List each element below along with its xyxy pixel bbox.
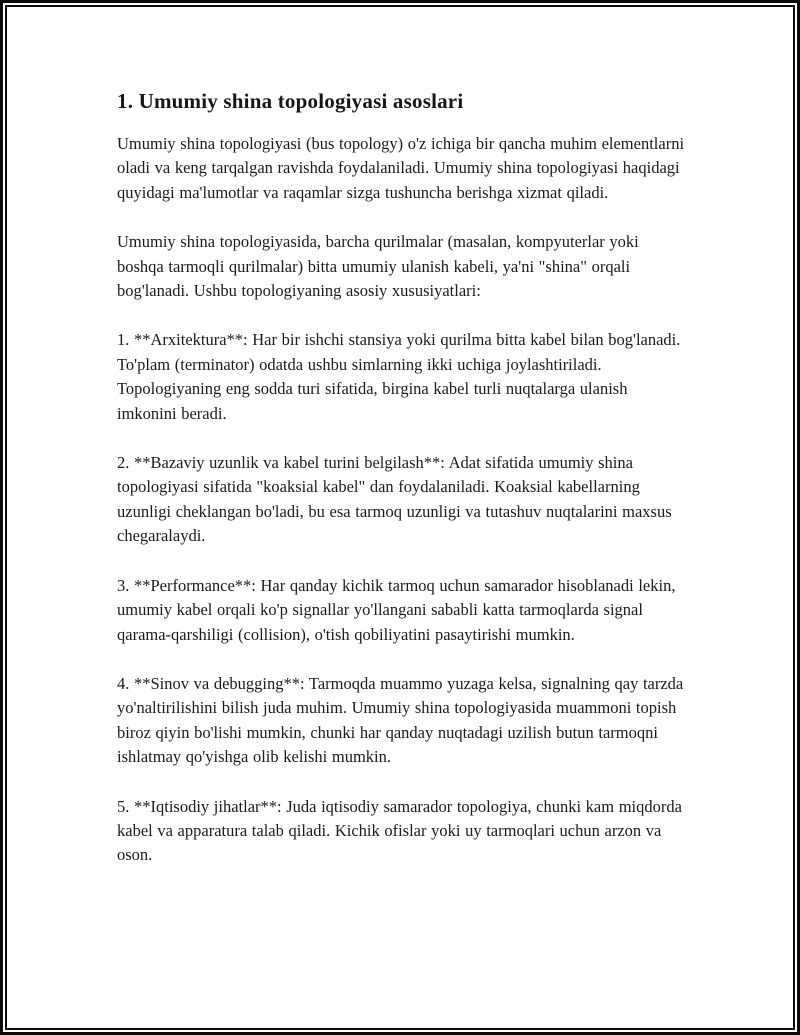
paragraph-item-bazaviy-uzunlik: 2. **Bazaviy uzunlik va kabel turini belgilash**: Adat sifatida umumiy shina topologiyasi sifatida "koaksial kabel" dan foydalaniladi. Koaksial kabellarning uzunligi cheklangan bo'ladi, bu esa tarmoq uzunligi va tutashuv nuqtalarini maxsus chegaralaydi. — [117, 453, 672, 546]
paragraph-overview: Umumiy shina topologiyasida, barcha qurilmalar (masalan, kompyuterlar yoki boshqa tarmoqli qurilmalar) bitta umumiy ulanish kabeli, ya'ni "shina" orqali bog'lanadi. Ushbu topologiyaning asosiy xususiyatlari: — [117, 232, 639, 301]
paragraph-item-sinov-debugging: 4. **Sinov va debugging**: Tarmoqda muammo yuzaga kelsa, signalning qay tarzda yo'naltirilishini bilish juda muhim. Umumiy shina topologiyasida muammoni topish biroz qiyin bo'lishi mumkin, chunki har qanday nuqtadagi uzilish butun tarmoqni ishlatmay qo'yishga olib kelishi mumkin. — [117, 673, 684, 767]
paragraph-item-iqtisodiy: 5. **Iqtisodiy jihatlar**: Juda iqtisodiy samarador topologiya, chunki kam miqdorda kabel va apparatura talab qiladi. Kichik ofislar yoki uy tarmoqlari uchun arzon va oson. — [117, 796, 682, 865]
page-title: 1. Umumiy shina topologiyasi asoslari — [117, 89, 464, 113]
paragraph-item-performance: 3. **Performance**: Har qanday kichik tarmoq uchun samarador hisoblanadi lekin, umumiy kabel orqali ko'p signallar yo'llangani sababli katta tarmoqlarda signal qarama-qarshiligi (collision), o'tish qobiliyatini pasaytirishi mumkin. — [117, 575, 676, 644]
paragraph-intro: Umumiy shina topologiyasi (bus topology) o'z ichiga bir qancha muhim elementlarni oladi va keng tarqalgan ravishda foydalaniladi. Umumiy shina topologiyasi haqidagi quyidagi ma'lumotlar va raqamlar sizga tushuncha berishga xizmat qiladi. — [117, 134, 685, 202]
page-content — [3, 3, 797, 868]
paragraph-item-arxitektura: 1. **Arxitektura**: Har bir ishchi stansiya yoki qurilma bitta kabel bilan bog'lanadi. To'plam (terminator) odatda ushbu simlarning ikki uchiga joylashtiriladi. Topologiyaning eng sodda turi sifatida, birgina kabel turli nuqtalarga ulanish imkonini beradi. — [117, 330, 681, 423]
